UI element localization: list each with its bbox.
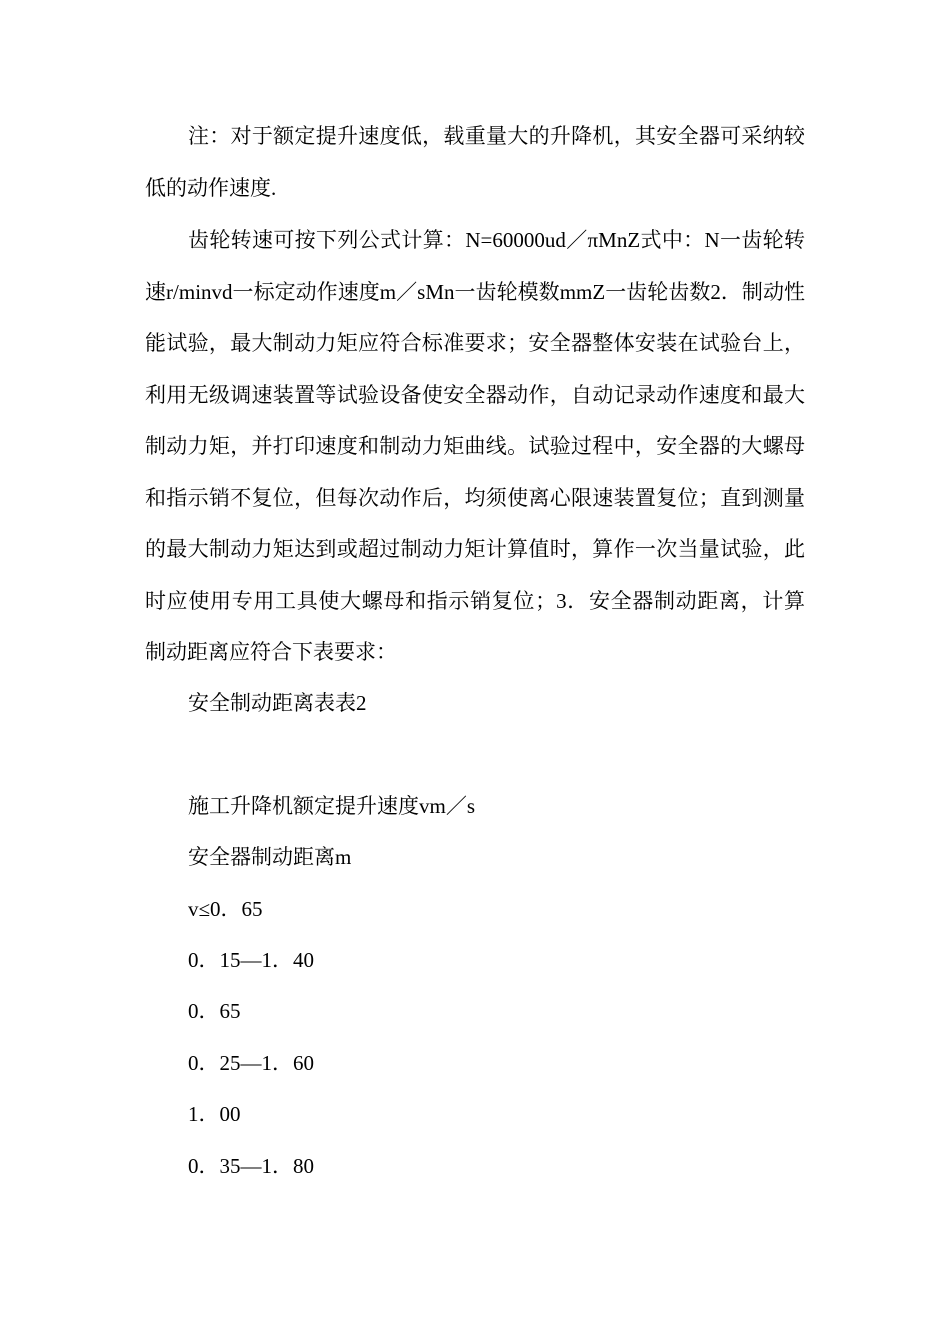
table-cell-speed-3: 1．00 xyxy=(188,1102,241,1126)
table-cell-speed-1: v≤0．65 xyxy=(188,897,263,921)
table-header-distance: 安全器制动距离m xyxy=(188,845,352,869)
table-cell-distance-2: 0．25—1．60 xyxy=(188,1051,314,1075)
note-paragraph: 注：对于额定提升速度低，载重量大的升降机，其安全器可采纳较低的动作速度. xyxy=(145,124,805,200)
table-header-speed: 施工升降机额定提升速度vm／s xyxy=(188,794,476,818)
table-cell-speed-2: 0．65 xyxy=(188,999,241,1023)
table-cell-distance-1: 0．15—1．40 xyxy=(188,948,314,972)
table-caption: 安全制动距离表表2 xyxy=(188,691,367,715)
body-paragraph: 齿轮转速可按下列公式计算：N=60000ud／πMnZ式中：N一齿轮转速r/minvd一标定动作速度m／sMn一齿轮模数mmZ一齿轮齿数2．制动性能试验，最大制动力矩应符合标准要求；安全器整体安装在试验台上，利用无级调速装置等试验设备使安全器动作，自动记录动作速度和最大制动力矩，并打印速度和制动力矩曲线。试验过程中，安全器的大螺母和指示销不复位，但每次动作后，均须使离心限速装置复位；直到测量的最大制动力矩达到或超过制动力矩计算值时，算作一次当量试验，此时应使用专用工具使大螺母和指示销复位；3．安全器制动距离，计算制动距离应符合下表要求： xyxy=(145,228,805,664)
table-cell-distance-3: 0．35—1．80 xyxy=(188,1154,314,1178)
